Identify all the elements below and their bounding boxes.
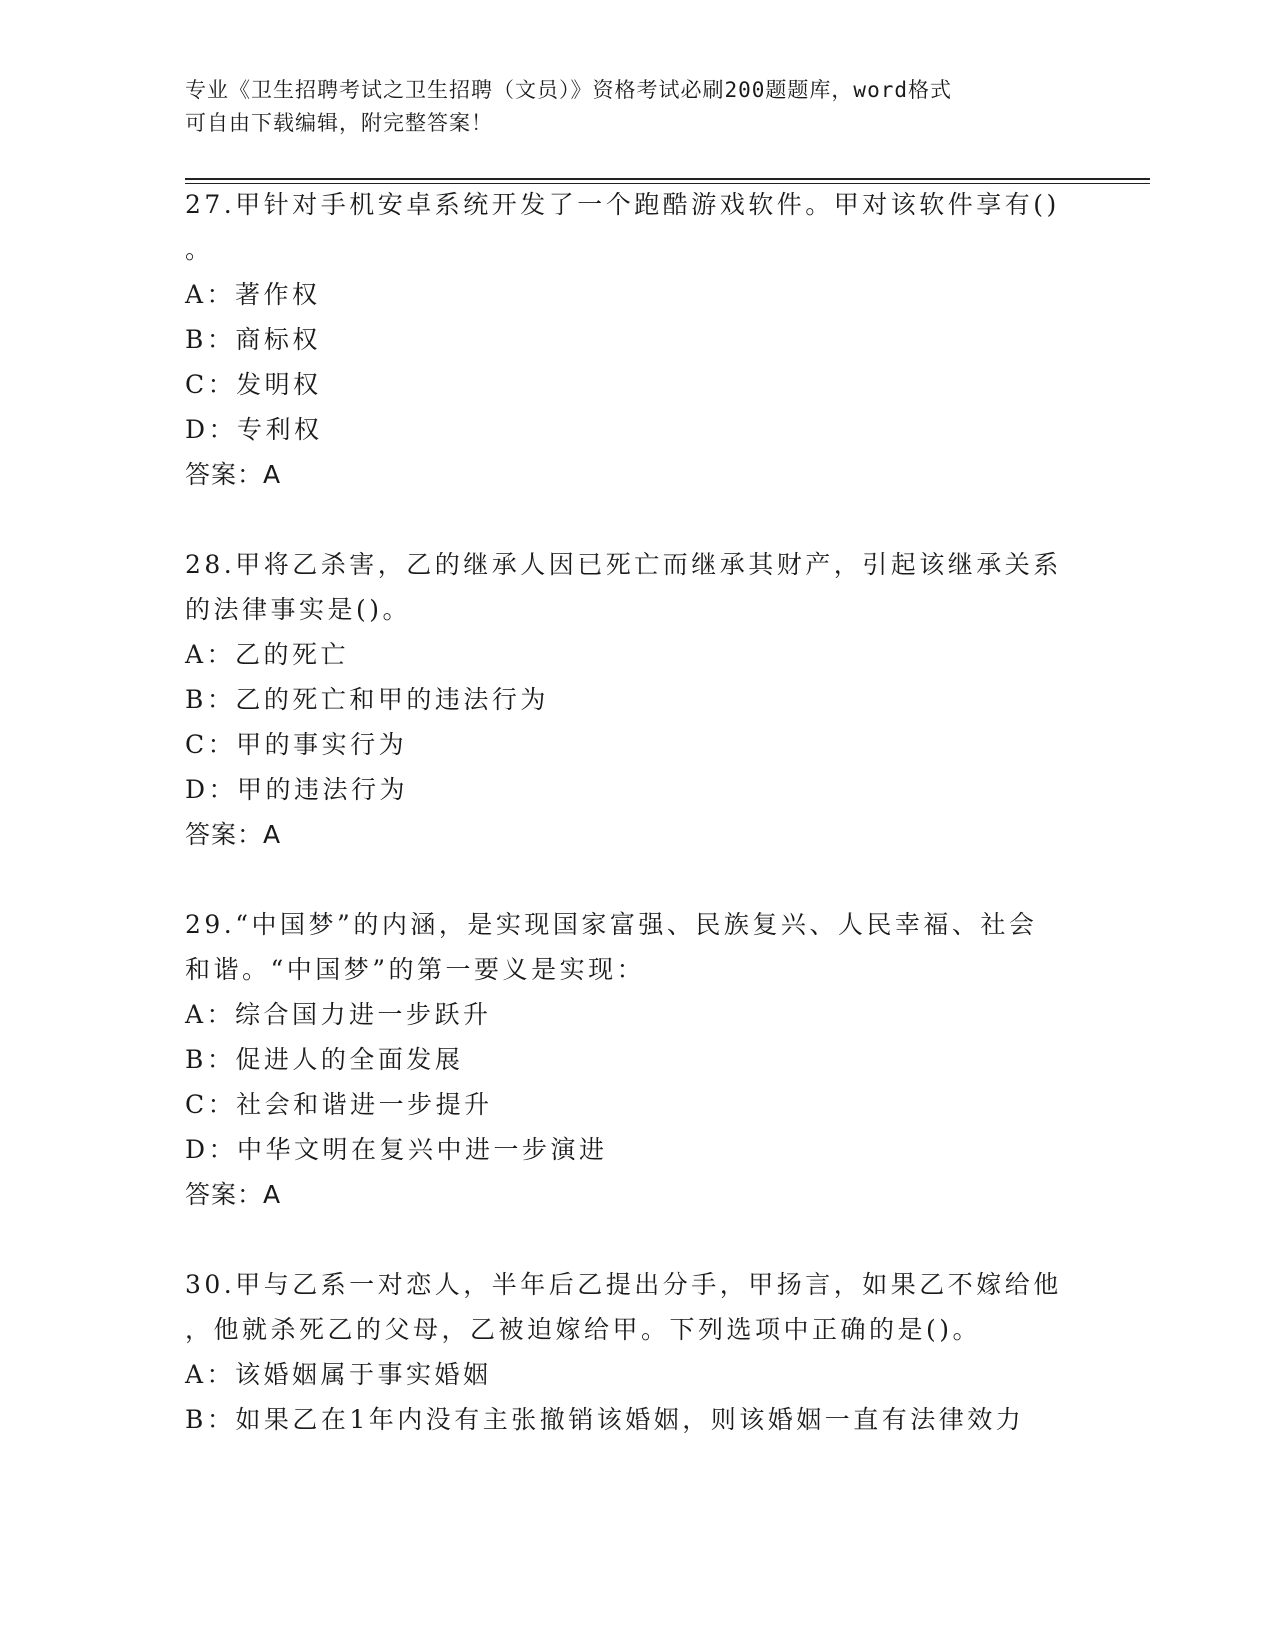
answer-text: 答案：A [185,820,282,849]
header-line-2: 可自由下载编辑，附完整答案！ [185,111,493,135]
option-c: C：社会和谐进一步提升 [185,1090,493,1119]
question-stem-line: 27.甲针对手机安卓系统开发了一个跑酷游戏软件。甲对该软件享有() [185,190,1060,219]
option-d: D：专利权 [185,415,323,444]
option-b: B：如果乙在1年内没有主张撤销该婚姻，则该婚姻一直有法律效力 [185,1405,1025,1434]
option-d: D：甲的违法行为 [185,775,409,804]
option-b: B：促进人的全面发展 [185,1045,464,1074]
option-a: A：著作权 [185,280,321,309]
question-30 [185,1262,1085,1442]
question-stem-line: 。 [185,235,214,264]
question-stem-line: 29.“中国梦”的内涵，是实现国家富强、民族复兴、人民幸福、社会 [185,910,1038,939]
answer-text: 答案：A [185,1180,282,1209]
option-a: A：综合国力进一步跃升 [185,1000,492,1029]
header-divider-thick [185,178,1150,180]
question-stem-line: 的法律事实是()。 [185,595,412,624]
question-stem-line: 28.甲将乙杀害，乙的继承人因已死亡而继承其财产，引起该继承关系 [185,550,1062,579]
question-stem-line: 30.甲与乙系一对恋人，半年后乙提出分手，甲扬言，如果乙不嫁给他 [185,1270,1062,1299]
document-header [185,74,1085,140]
answer-text: 答案：A [185,460,282,489]
question-29 [185,902,1085,1217]
question-stem-line: 和谐。“中国梦”的第一要义是实现： [185,955,646,984]
question-stem-line: ，他就杀死乙的父母，乙被迫嫁给甲。下列选项中正确的是()。 [185,1315,982,1344]
option-b: B：乙的死亡和甲的违法行为 [185,685,549,714]
option-a: A：乙的死亡 [185,640,350,669]
option-b: B：商标权 [185,325,321,354]
header-line-1: 专业《卫生招聘考试之卫生招聘（文员）》资格考试必刷200题题库，word格式 [185,78,952,102]
option-a: A：该婚姻属于事实婚姻 [185,1360,492,1389]
option-c: C：发明权 [185,370,322,399]
question-28 [185,542,1085,857]
question-27 [185,182,1085,497]
option-d: D：中华文明在复兴中进一步演进 [185,1135,608,1164]
option-c: C：甲的事实行为 [185,730,408,759]
